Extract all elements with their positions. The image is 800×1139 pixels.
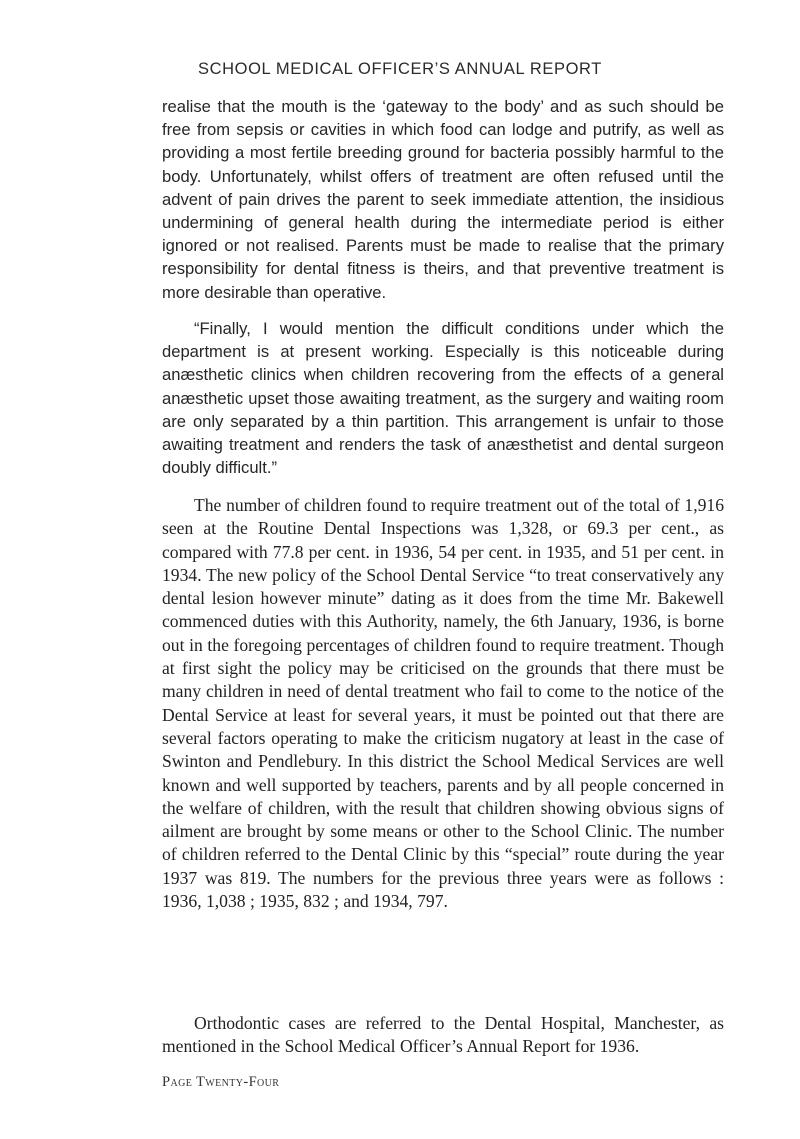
body-paragraph-1: realise that the mouth is the ‘gateway to the body’ and as such should be free from sepsis or cavities in which food can lodge and putrify, as well as providing a most fertile breeding ground for bacteria possibly harmful to the body. Unfortunately, whilst offers of treatment are often refused until the advent of pain drives the parent to seek immediate attention, the insidious undermining of general health during the intermediate period is either ignored or not realised. Parents must be made to realise that the primary responsibility for dental fitness is theirs, and that preventive treatment is more desirable than operative. <box>162 97 724 302</box>
body-paragraph-2: “Finally, I would mention the difficult conditions under which the department is at present working. Especially is this noticeable during anæsthetic clinics when children recovering from the effects of a general anæsthetic upset those awaiting treatment, as the surgery and waiting room are only separated by a thin partition. This arrangement is unfair to those awaiting treatment and renders the task of anæsthetist and dental surgeon doubly difficult.” <box>162 319 724 478</box>
page-number-footer: Page Twenty-Four <box>162 1074 280 1090</box>
body-paragraph-4: Orthodontic cases are referred to the Dental Hospital, Manchester, as mentioned in the School Medical Officer’s Annual Report for 1936. <box>162 1013 724 1057</box>
body-paragraph-3: The number of children found to require treatment out of the total of 1,916 seen at the Routine Dental Inspections was 1,328, or 69.3 per cent., as compared with 77.8 per cent. in 1936, 54 per cent. in 1935, and 51 per cent. in 1934. The new policy of the School Dental Service “to treat conservatively any dental lesion however minute” dating as it does from the time Mr. Bakewell commenced duties with this Authority, namely, the 6th January, 1936, is borne out in the foregoing percentages of children found to require treatment. Though at first sight the policy may be criticised on the grounds that there must be many children in need of dental treatment who fail to come to the notice of the Dental Service at least for several years, it must be pointed out that there are several factors operating to make the criticism nugatory at least in the case of Swinton and Pendlebury. In this district the School Medical Services are well known and well supported by teachers, parents and by all people concerned in the welfare of children, with the result that children showing obvious signs of ailment are brought by some means or other to the School Clinic. The number of children referred to the Dental Clinic by this “special” route during the year 1937 was 819. The numbers for the previous three years were as follows : 1936, 1,038 ; 1935, 832 ; and 1934, 797. <box>162 495 724 912</box>
running-head-title: SCHOOL MEDICAL OFFICER’S ANNUAL REPORT <box>198 60 602 78</box>
